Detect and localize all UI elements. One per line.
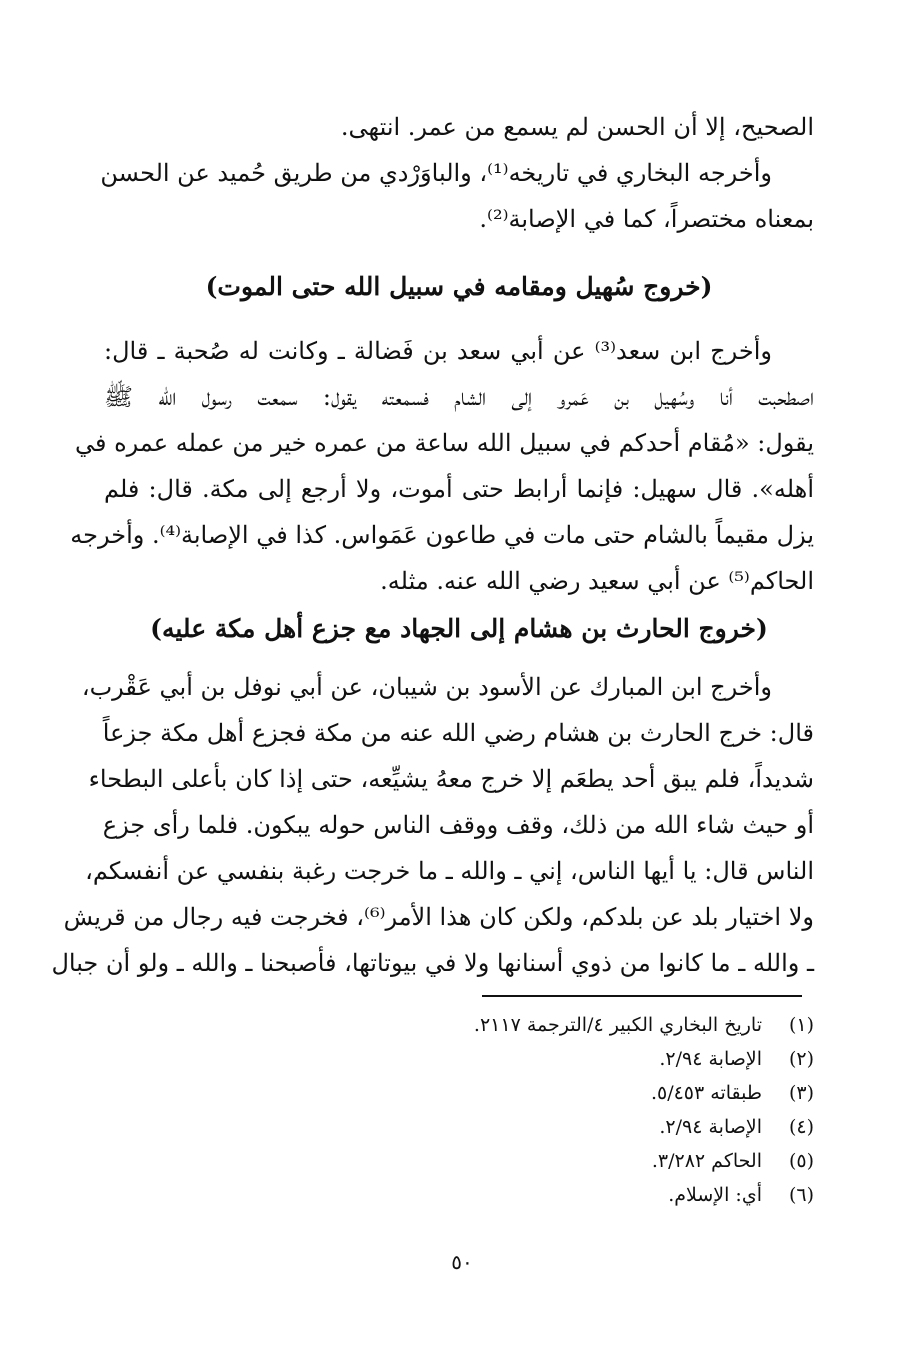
footnotes <box>214 1008 814 1212</box>
text-line: قال: خرج الحارث بن هشام رضي الله عنه من مكة فجزع أهل مكة جزعاً <box>102 719 814 747</box>
page-number: ٥٠ <box>451 1250 473 1274</box>
footnote-item <box>214 1110 814 1144</box>
text-line: ـ والله ـ ما كانوا من ذوي أسنانها ولا في بيوتاتها، فأصبحنا ـ والله ـ ولو أن جبال <box>51 949 814 977</box>
footnote-text: تاريخ البخاري الكبير ٤/الترجمة ٢١١٧. <box>473 1014 762 1036</box>
text-line: وأخرج ابن سعد⁽³⁾ عن أبي سعد بن فَضالة ـ وكانت له صُحبة ـ قال: <box>104 337 772 365</box>
footnote-number: (٣) <box>788 1082 814 1104</box>
text-line: الحاكم⁽⁵⁾ عن أبي سعيد رضي الله عنه. مثله. <box>380 567 814 595</box>
footnote-text: طبقاته ٥/٤٥٣. <box>650 1082 762 1104</box>
footnote-item <box>214 1144 814 1178</box>
footnote-separator <box>482 995 802 997</box>
text-line: الناس قال: يا أيها الناس، إني ـ والله ـ ما خرجت رغبة بنفسي عن أنفسكم، <box>85 857 814 885</box>
footnote-item <box>214 1076 814 1110</box>
text-line: ولا اختيار بلد عن بلدكم، ولكن كان هذا الأمر⁽⁶⁾، فخرجت فيه رجال من قريش <box>63 903 814 931</box>
text-line: شديداً، فلم يبق أحد يطعَم إلا خرج معهُ يشيِّعه، حتى إذا كان بأعلى البطحاء <box>88 765 814 793</box>
text-line: يزل مقيماً بالشام حتى مات في طاعون عَمَواس. كذا في الإصابة⁽⁴⁾. وأخرجه <box>70 521 814 549</box>
footnote-number: (٥) <box>788 1150 814 1172</box>
text-line: وأخرج ابن المبارك عن الأسود بن شيبان، عن أبي نوفل بن أبي عَقْرب، <box>81 673 772 701</box>
section-2-paragraph <box>51 664 814 986</box>
footnote-text: الإصابة ٢/٩٤. <box>659 1048 762 1070</box>
text-line: بمعناه مختصراً، كما في الإصابة⁽²⁾. <box>479 205 814 233</box>
footnote-item <box>214 1042 814 1076</box>
intro-paragraph <box>100 104 814 242</box>
section-heading: (خروج الحارث بن هشام إلى الجهاد مع جزع أهل مكة عليه) <box>150 614 768 643</box>
text-line: الصحيح، إلا أن الحسن لم يسمع من عمر. انتهى. <box>340 113 814 141</box>
footnote-number: (٦) <box>788 1184 814 1206</box>
section-heading: (خروج سُهيل ومقامه في سبيل الله حتى الموت) <box>205 272 713 301</box>
text-line: أهله». قال سهيل: فإنما أرابط حتى أموت، ولا أرجع إلى مكة. قال: فلم <box>104 475 814 503</box>
footnote-text: الحاكم ٣/٢٨٢. <box>651 1150 762 1172</box>
footnote-number: (١) <box>788 1014 814 1036</box>
text-line: اصطحبت أنا وسُهيل بن عَمرو إلى الشام فسمعته يقول: سمعت رسول الله ﷺ <box>104 383 814 411</box>
footnote-number: (٤) <box>788 1116 814 1138</box>
text-line: وأخرجه البخاري في تاريخه⁽¹⁾، والباوَرْدي من طريق حُميد عن الحسن <box>100 159 772 187</box>
footnote-number: (٢) <box>788 1048 814 1070</box>
text-line: أو حيث شاء الله من ذلك، وقف ووقف الناس حوله يبكون. فلما رأى جزع <box>102 811 814 839</box>
footnote-item <box>214 1008 814 1042</box>
footnote-item <box>214 1178 814 1212</box>
text-line: يقول: «مُقام أحدكم في سبيل الله ساعة من عمره خير من عمله عمره في <box>75 429 814 457</box>
footnote-text: أي: الإسلام. <box>668 1184 762 1206</box>
footnote-text: الإصابة ٢/٩٤. <box>659 1116 762 1138</box>
section-1-paragraph <box>70 328 814 604</box>
